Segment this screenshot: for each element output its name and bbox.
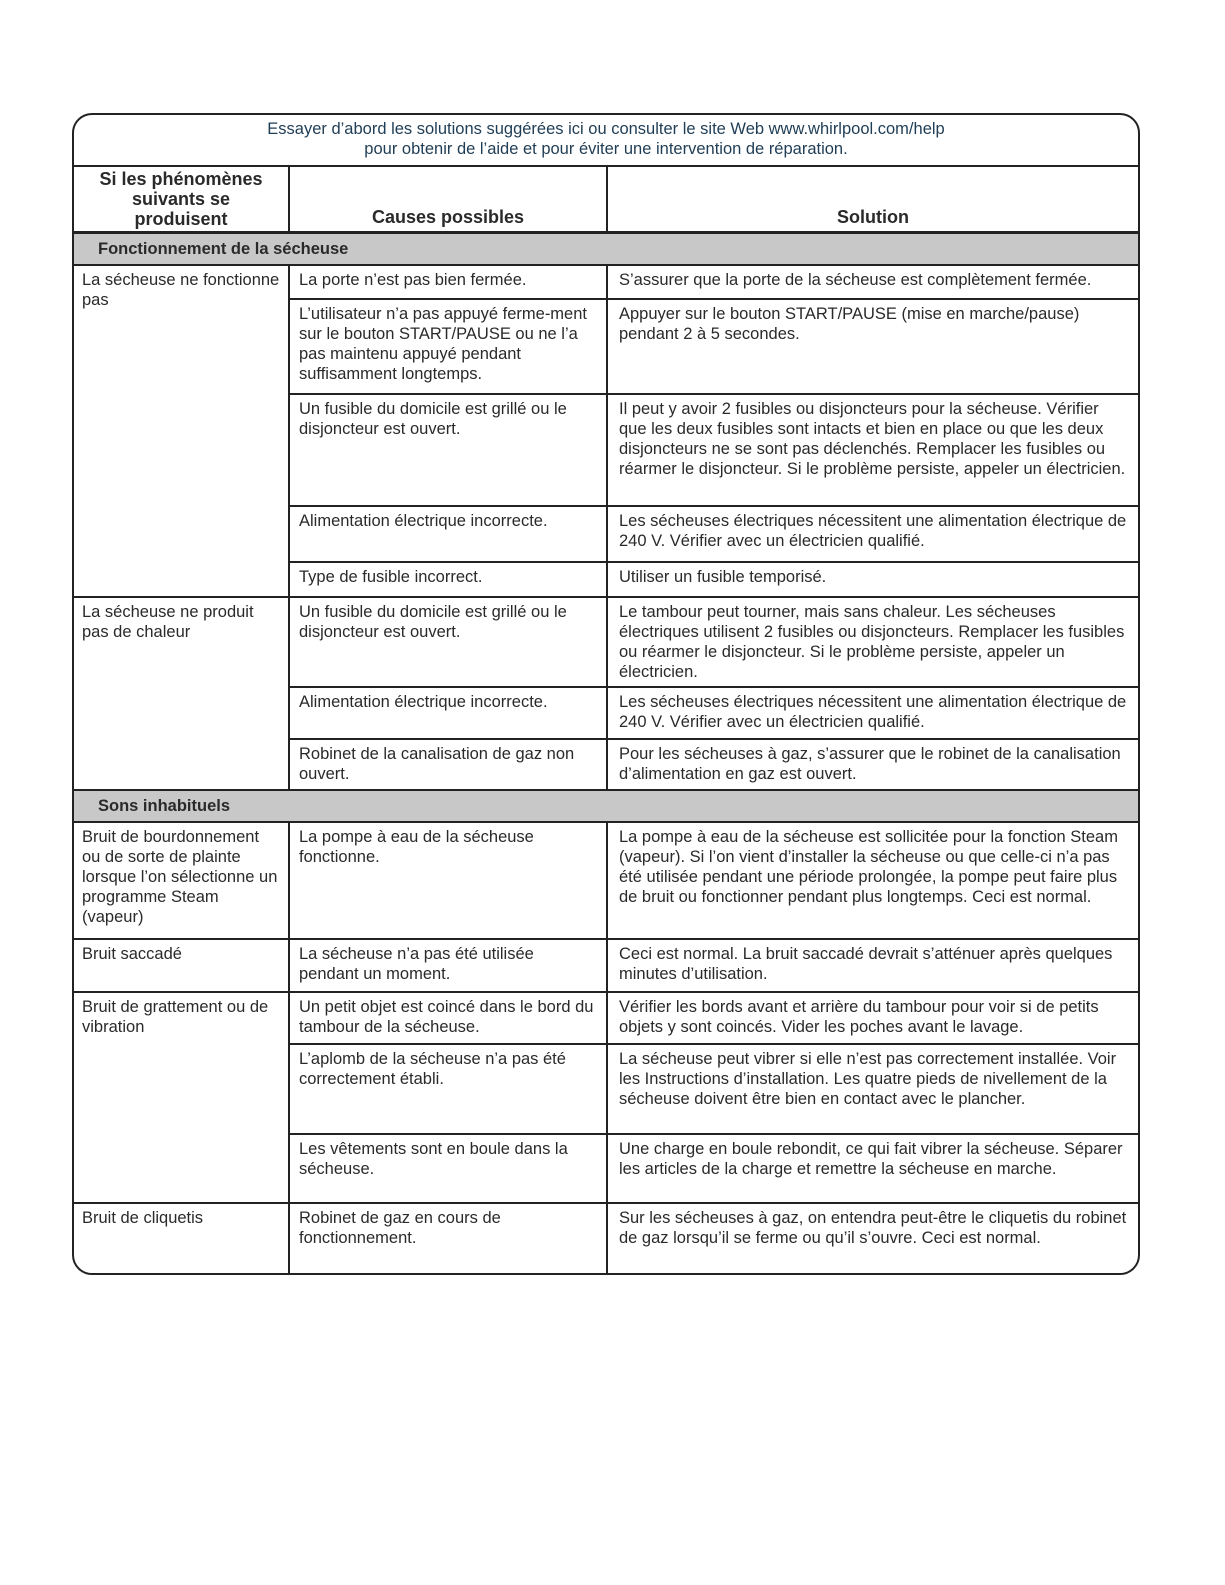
header-solution: Solution: [607, 166, 1138, 232]
cause-cell: Un petit objet est coincé dans le bord du tambour de la sécheuse.: [289, 992, 607, 1044]
cause-cell: La sécheuse n’a pas été utilisée pendant un moment.: [289, 939, 607, 992]
solution-cell: Ceci est normal. La bruit saccadé devrait s’atténuer après quelques minutes d’utilisation.: [607, 939, 1138, 992]
cause-cell: Un fusible du domicile est grillé ou le disjoncteur est ouvert.: [289, 394, 607, 506]
solution-cell: La sécheuse peut vibrer si elle n’est pas correctement installée. Voir les Instructions d’installation. Les quatre pieds de nivellement de la sécheuse doivent être bien en contact avec le plancher.: [607, 1044, 1138, 1134]
intro-row: [74, 115, 1138, 166]
solution-cell: Sur les sécheuses à gaz, on entendra peut-être le cliquetis du robinet de gaz lorsqu’il se ferme ou qu’il s’ouvre. Ceci est normal.: [607, 1203, 1138, 1276]
header-causes: Causes possibles: [289, 166, 607, 232]
solution-cell: Pour les sécheuses à gaz, s’assurer que le robinet de la canalisation d’alimentation en gaz est ouvert.: [607, 739, 1138, 790]
cause-cell: Robinet de la canalisation de gaz non ouvert.: [289, 739, 607, 790]
table-row: [74, 597, 1138, 687]
solution-cell: Vérifier les bords avant et arrière du tambour pour voir si de petits objets y sont coincés. Vider les poches avant le lavage.: [607, 992, 1138, 1044]
phenomenon-cell: Bruit saccadé: [74, 939, 289, 992]
cause-cell: Type de fusible incorrect.: [289, 562, 607, 597]
intro-line-2: pour obtenir de l’aide et pour éviter une intervention de réparation.: [364, 140, 848, 158]
solution-cell: Appuyer sur le bouton START/PAUSE (mise en marche/pause) pendant 2 à 5 secondes.: [607, 299, 1138, 394]
header-phenomena-line-1: Si les phénomènes: [99, 169, 263, 189]
phenomenon-cell: La sécheuse ne produit pas de chaleur: [74, 597, 289, 790]
solution-cell: Utiliser un fusible temporisé.: [607, 562, 1138, 597]
section-title: Fonctionnement de la sécheuse: [74, 232, 1138, 265]
section-header-row: [74, 232, 1138, 265]
phenomenon-cell: Bruit de bourdonnement ou de sorte de plainte lorsque l’on sélectionne un programme Steam (vapeur): [74, 822, 289, 939]
troubleshooting-table: [74, 115, 1138, 1275]
header-phenomena-line-2: suivants se: [131, 189, 231, 209]
cause-cell: Alimentation électrique incorrecte.: [289, 506, 607, 562]
troubleshooting-table-frame: [72, 113, 1140, 1275]
cause-cell: Les vêtements sont en boule dans la sécheuse.: [289, 1134, 607, 1203]
solution-cell: Les sécheuses électriques nécessitent une alimentation électrique de 240 V. Vérifier avec un électricien qualifié.: [607, 687, 1138, 739]
cause-cell: L’aplomb de la sécheuse n’a pas été correctement établi.: [289, 1044, 607, 1134]
solution-cell: Il peut y avoir 2 fusibles ou disjoncteurs pour la sécheuse. Vérifier que les deux fusibles sont intacts et bien en place ou que les deux disjoncteurs ne se sont pas déclenchés. Remplacer les fusibles ou réarmer le disjoncteur. Si le problème persiste, appeler un électricien.: [607, 394, 1138, 506]
header-phenomena: [74, 166, 289, 232]
phenomenon-cell: Bruit de cliquetis: [82, 1208, 204, 1227]
solution-cell: La pompe à eau de la sécheuse est sollicitée pour la fonction Steam (vapeur). Si l’on vient d’installer la sécheuse ou que celle-ci n’a pas été utilisée pendant une période prolongée, la pompe peut faire plus de bruit ou fonctionner pendant plus longtemps. Ceci est normal.: [607, 822, 1138, 939]
cause-cell: La porte n’est pas bien fermée.: [289, 265, 607, 299]
solution-cell: Une charge en boule rebondit, ce qui fait vibrer la sécheuse. Séparer les articles de la charge et remettre la sécheuse en marche.: [607, 1134, 1138, 1203]
solution-cell: Les sécheuses électriques nécessitent une alimentation électrique de 240 V. Vérifier avec un électricien qualifié.: [607, 506, 1138, 562]
cause-cell: Robinet de gaz en cours de fonctionnement.: [289, 1203, 607, 1276]
table-row: [74, 1203, 1138, 1276]
header-phenomena-line-3: produisent: [134, 209, 228, 229]
cause-cell: L’utilisateur n’a pas appuyé ferme-ment sur le bouton START/PAUSE ou ne l’a pas maintenu appuyé pendant suffisamment longtemps.: [289, 299, 607, 394]
table-row: [74, 992, 1138, 1044]
cause-cell: Alimentation électrique incorrecte.: [289, 687, 607, 739]
section-title: Sons inhabituels: [74, 790, 1138, 822]
solution-cell: Le tambour peut tourner, mais sans chaleur. Les sécheuses électriques utilisent 2 fusibles ou disjoncteurs. Remplacer les fusibles ou réarmer le disjoncteur. Si le problème persiste, appeler un électricien.: [607, 597, 1138, 687]
table-row: [74, 822, 1138, 939]
section-header-row: [74, 790, 1138, 822]
intro-line-1: Essayer d’abord les solutions suggérées ici ou consulter le site Web www.whirlpool.com/help: [267, 120, 945, 138]
header-row: [74, 166, 1138, 232]
solution-cell: S’assurer que la porte de la sécheuse est complètement fermée.: [607, 265, 1138, 299]
cause-cell: La pompe à eau de la sécheuse fonctionne.: [289, 822, 607, 939]
cause-cell: Un fusible du domicile est grillé ou le disjoncteur est ouvert.: [289, 597, 607, 687]
phenomenon-cell: La sécheuse ne fonctionne pas: [74, 265, 289, 597]
phenomenon-cell: Bruit de grattement ou de vibration: [74, 992, 289, 1203]
intro-text: [74, 115, 1138, 166]
table-row: [74, 939, 1138, 992]
table-row: [74, 265, 1138, 299]
